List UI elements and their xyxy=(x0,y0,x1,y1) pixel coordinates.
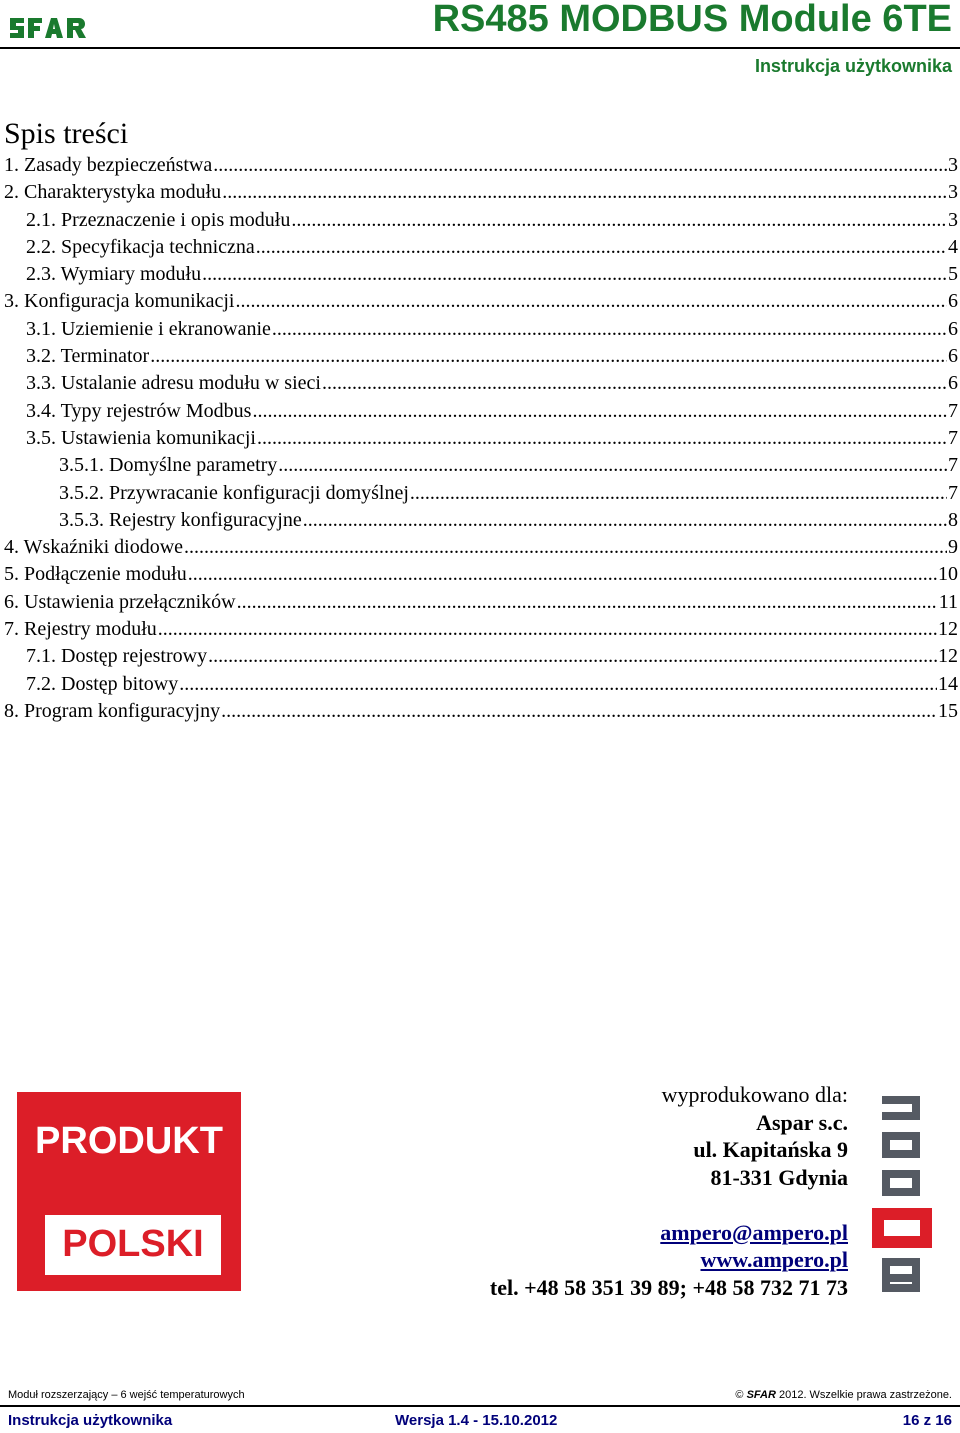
toc-entry[interactable] xyxy=(4,561,958,588)
toc-entry-text: 3.5. Ustawienia komunikacji xyxy=(26,426,256,449)
toc-entry-text: 3.5.3. Rejestry konfiguracyjne xyxy=(59,508,302,531)
toc-entry[interactable] xyxy=(4,179,958,206)
toc-entry-page: 8 xyxy=(948,508,958,531)
toc-dot-leader xyxy=(208,643,937,670)
toc-dot-leader xyxy=(188,561,937,588)
toc-dot-leader xyxy=(291,207,947,234)
toc-entry-text: 7.1. Dostęp rejestrowy xyxy=(26,645,208,668)
copyright-notice xyxy=(735,1389,952,1401)
company-name: Aspar s.c. xyxy=(756,1109,848,1135)
toc-dot-leader xyxy=(213,152,947,179)
company-city: 81-331 Gdynia xyxy=(710,1164,848,1190)
toc-entry-page: 12 xyxy=(938,645,958,668)
toc-entry[interactable] xyxy=(4,589,958,616)
toc-dot-leader xyxy=(221,698,937,725)
toc-entry-page: 3 xyxy=(948,181,958,204)
toc-dot-leader xyxy=(150,343,947,370)
toc-entry-page: 15 xyxy=(938,699,958,722)
toc-entry-page: 6 xyxy=(948,290,958,313)
toc-entry[interactable] xyxy=(4,370,958,397)
toc-entry-text: 7. Rejestry modułu xyxy=(4,618,157,641)
sfar-logo xyxy=(8,12,92,40)
toc-entry-text: 3.5.1. Domyślne parametry xyxy=(59,454,278,477)
footer-manual-label: Instrukcja użytkownika xyxy=(8,1412,173,1429)
toc-dot-leader xyxy=(322,370,947,397)
toc-entry-page: 6 xyxy=(948,317,958,340)
header-divider xyxy=(0,47,960,49)
toc-entry-page: 7 xyxy=(948,399,958,422)
toc-entry[interactable] xyxy=(4,207,958,234)
toc-entry-text: 2.2. Specyfikacja techniczna xyxy=(26,235,255,258)
toc-entry[interactable] xyxy=(4,643,958,670)
toc-entry-page: 5 xyxy=(948,263,958,286)
copyright-symbol: © xyxy=(735,1389,744,1401)
toc-entry[interactable] xyxy=(4,507,958,534)
toc-entry[interactable] xyxy=(4,425,958,452)
made-for-label: wyprodukowano dla: xyxy=(661,1082,848,1107)
toc-entry-page: 11 xyxy=(938,590,958,613)
footer-page-number: 16 z 16 xyxy=(902,1412,952,1429)
email-link[interactable]: ampero@ampero.pl xyxy=(660,1219,848,1245)
badge-line1: PRODUKT xyxy=(35,1120,223,1162)
toc-dot-leader xyxy=(237,589,938,616)
toc-dot-leader xyxy=(222,179,947,206)
toc-entry-text: 3.4. Typy rejestrów Modbus xyxy=(26,399,252,422)
footer-version: Wersja 1.4 - 15.10.2012 xyxy=(395,1412,558,1429)
document-subtitle: Instrukcja użytkownika xyxy=(754,56,952,76)
toc-entry-text: 3.2. Terminator xyxy=(26,345,150,368)
toc-dot-leader xyxy=(179,671,937,698)
toc-entry-page: 4 xyxy=(948,235,958,258)
contact-block xyxy=(490,1081,848,1301)
toc-entry-page: 10 xyxy=(938,563,958,586)
toc-entry[interactable] xyxy=(4,452,958,479)
toc-entry[interactable] xyxy=(4,152,958,179)
aspar-logo xyxy=(872,1094,932,1296)
toc-dot-leader xyxy=(256,234,947,261)
document-title: RS485 MODBUS Module 6TE xyxy=(432,0,952,40)
toc-dot-leader xyxy=(236,288,948,315)
toc-dot-leader xyxy=(252,398,947,425)
toc-entry[interactable] xyxy=(4,698,958,725)
toc-dot-leader xyxy=(257,425,947,452)
toc-entry-text: 1. Zasady bezpieczeństwa xyxy=(4,154,213,176)
toc-entry[interactable] xyxy=(4,398,958,425)
toc-dot-leader xyxy=(278,452,947,479)
toc-dot-leader xyxy=(303,507,947,534)
copyright-brand: SFAR xyxy=(746,1389,776,1401)
toc-entry-text: 2. Charakterystyka modułu xyxy=(4,181,222,204)
company-street: ul. Kapitańska 9 xyxy=(693,1137,848,1162)
toc-dot-leader xyxy=(184,534,947,561)
toc-entry-text: 7.2. Dostęp bitowy xyxy=(26,672,179,695)
toc-entry-text: 3.1. Uziemienie i ekranowanie xyxy=(26,317,271,340)
toc-entry-text: 3. Konfiguracja komunikacji xyxy=(4,290,235,313)
badge-line2: POLSKI xyxy=(62,1223,204,1265)
toc-entry-page: 6 xyxy=(948,345,958,368)
module-description: Moduł rozszerzający – 6 wejść temperaturowych xyxy=(8,1389,245,1401)
toc-entry[interactable] xyxy=(4,316,958,343)
website-link[interactable]: www.ampero.pl xyxy=(700,1247,848,1272)
toc-title: Spis treści xyxy=(4,117,129,150)
toc-entry[interactable] xyxy=(4,671,958,698)
toc-entry-page: 7 xyxy=(948,454,958,477)
toc-dot-leader xyxy=(410,480,947,507)
toc-dot-leader xyxy=(158,616,937,643)
toc-entry-page: 7 xyxy=(948,481,958,504)
toc-entry-page: 6 xyxy=(948,372,958,395)
toc-entry-text: 3.3. Ustalanie adresu modułu w sieci xyxy=(26,372,321,395)
toc-dot-leader xyxy=(202,261,947,288)
toc-entry[interactable] xyxy=(4,261,958,288)
phone-numbers: tel. +48 58 351 39 89; +48 58 732 71 73 xyxy=(489,1274,848,1300)
toc-entry-text: 3.5.2. Przywracanie konfiguracji domyślnej xyxy=(59,481,409,504)
toc-entry[interactable] xyxy=(4,480,958,507)
toc-entry-text: 8. Program konfiguracyjny xyxy=(4,699,221,722)
toc-entry-page: 3 xyxy=(948,154,958,176)
toc-entry-page: 7 xyxy=(948,426,958,449)
toc-entry-text: 4. Wskaźniki diodowe xyxy=(4,536,184,559)
toc-entry-text: 2.3. Wymiary modułu xyxy=(26,263,202,286)
toc-entry-text: 2.1. Przeznaczenie i opis modułu xyxy=(26,208,291,231)
toc-entry-page: 9 xyxy=(948,536,958,559)
toc-entry[interactable] xyxy=(4,616,958,643)
toc-entry-page: 14 xyxy=(938,672,958,695)
toc-entry-page: 3 xyxy=(948,208,958,231)
copyright-text: 2012. Wszelkie prawa zastrzeżone. xyxy=(778,1389,952,1401)
toc-entry[interactable] xyxy=(4,534,958,561)
table-of-contents xyxy=(4,152,958,725)
toc-entry[interactable] xyxy=(4,288,958,315)
toc-entry-page: 12 xyxy=(938,618,958,641)
toc-dot-leader xyxy=(272,316,947,343)
toc-entry[interactable] xyxy=(4,234,958,261)
toc-entry-text: 5. Podłączenie modułu xyxy=(4,563,187,586)
toc-entry-text: 6. Ustawienia przełączników xyxy=(4,590,236,613)
toc-entry[interactable] xyxy=(4,343,958,370)
footer-divider xyxy=(0,1405,960,1407)
